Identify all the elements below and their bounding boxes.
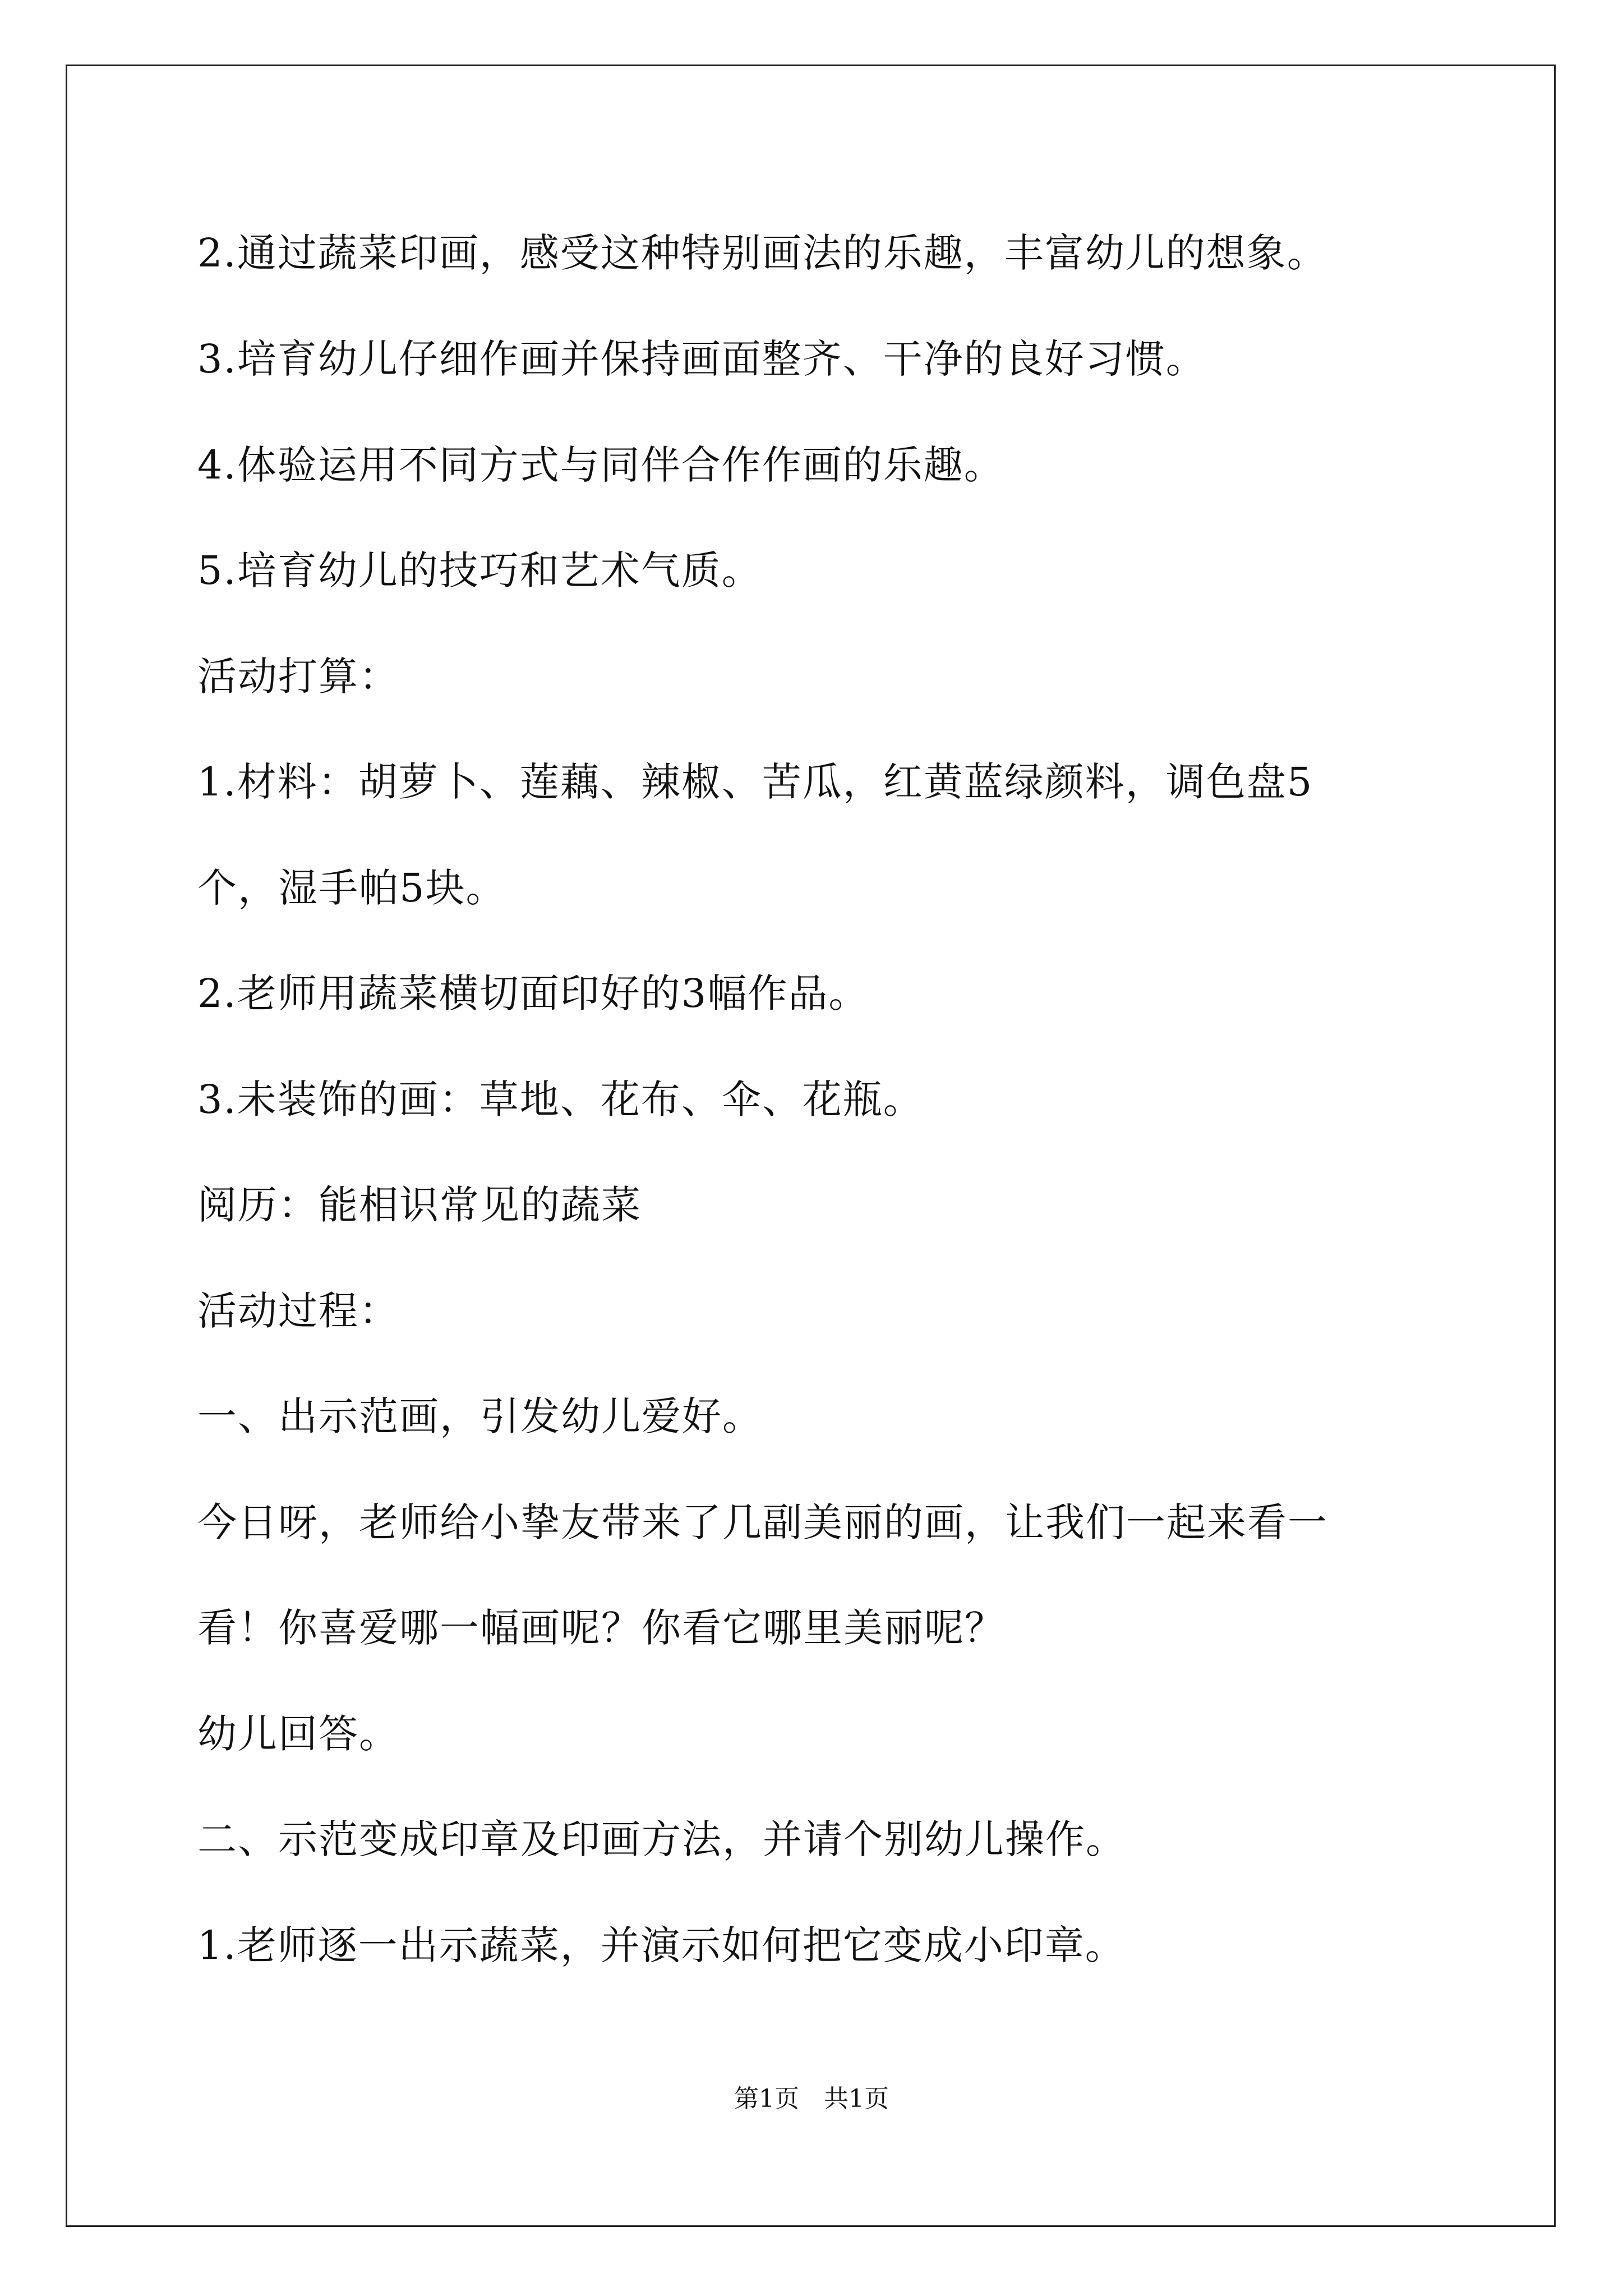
paragraph-materials: 1.材料：胡萝卜、莲藕、辣椒、苦瓜，红黄蓝绿颜料，调色盘5 (197, 759, 1313, 805)
heading-activity-preparation: 活动打算： (197, 654, 399, 700)
paragraph-materials-continued: 个，湿手帕5块。 (197, 865, 506, 911)
paragraph-experience: 阅历：能相识常见的蔬菜 (197, 1182, 642, 1228)
paragraph-undecorated-pictures: 3.未装饰的画：草地、花布、伞、花瓶。 (197, 1076, 924, 1122)
paragraph-goal-3: 3.培育幼儿仔细作画并保持画面整齐、干净的良好习惯。 (197, 336, 1206, 382)
paragraph-teacher-works: 2.老师用蔬菜横切面印好的3幅作品。 (197, 970, 869, 1016)
paragraph-today: 今日呀，老师给小挚友带来了几副美丽的画，让我们一起来看一 (197, 1499, 1328, 1545)
paragraph-teacher-demo: 1.老师逐一出示蔬菜，并演示如何把它变成小印章。 (197, 1922, 1126, 1968)
paragraph-goal-2: 2.通过蔬菜印画，感受这种特别画法的乐趣，丰富幼儿的想象。 (197, 230, 1327, 276)
paragraph-step-one: 一、出示范画，引发幼儿爱好。 (197, 1393, 763, 1439)
paragraph-today-continued: 看！你喜爱哪一幅画呢？你看它哪里美丽呢？ (197, 1605, 1005, 1651)
paragraph-goal-5: 5.培育幼儿的技巧和艺术气质。 (197, 547, 762, 593)
paragraph-step-two: 二、示范变成印章及印画方法，并请个别幼儿操作。 (197, 1816, 1126, 1862)
paragraph-goal-4: 4.体验运用不同方式与同伴合作作画的乐趣。 (197, 442, 1004, 488)
heading-activity-process: 活动过程： (197, 1288, 399, 1334)
page-footer: 第1页 共1页 (734, 2085, 889, 2113)
paragraph-children-answer: 幼儿回答。 (197, 1711, 399, 1757)
page-border (66, 65, 1556, 2227)
